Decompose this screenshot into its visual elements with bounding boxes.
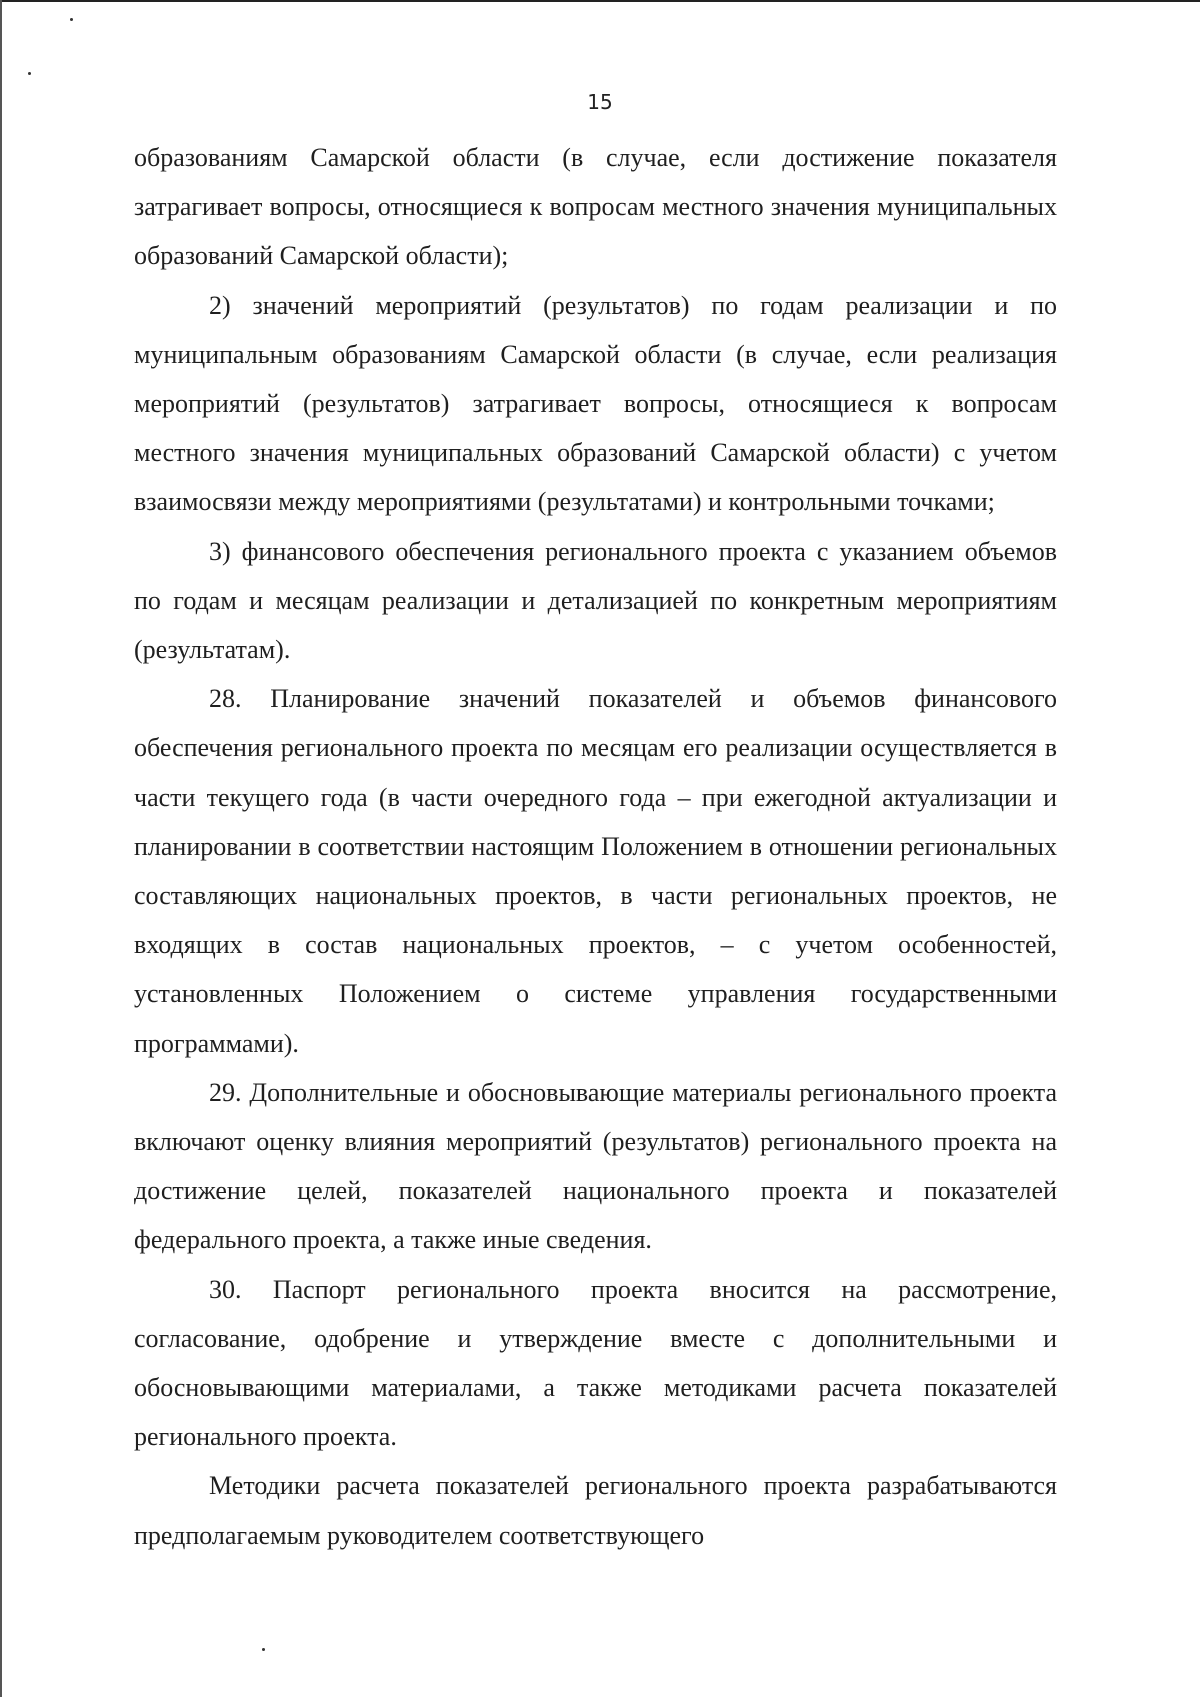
paragraph-item-3: 3) финансового обеспечения регионального проекта с указанием объемов по годам и месяцам реализации и детализацией по конкретным мероприятиям (результатам).	[134, 536, 1057, 665]
scan-edge-top	[0, 0, 1200, 2]
paragraph-clause-29: 29. Дополнительные и обосновывающие материалы регионального проекта включают оценку влияния мероприятий (результатов) регионального проекта на достижение целей, показателей национального проекта и показателей федерального проекта, а также иные сведения.	[134, 1077, 1057, 1255]
paragraph-clause-30: 30. Паспорт регионального проекта вносится на рассмотрение, согласование, одобрение и утверждение вместе с дополнительными и обосновывающими материалами, а также методиками расчета показателей регионального проекта.	[134, 1274, 1057, 1452]
scan-speck	[262, 1648, 265, 1651]
paragraph-continuation: образованиям Самарской области (в случае, если достижение показателя затрагивает вопросы, относящиеся к вопросам местного значения муниципальных образований Самарской области);	[134, 143, 1057, 271]
scan-edge-left	[0, 0, 2, 1697]
page-number: 15	[587, 90, 613, 114]
paragraph-methods: Методики расчета показателей регионального проекта разрабатываются предполагаемым руководителем соответствующего	[134, 1471, 1057, 1550]
paragraph-item-2: 2) значений мероприятий (результатов) по годам реализации и по муниципальным образованиям Самарской области (в случае, если реализация мероприятий (результатов) затрагивает вопросы, относящиеся к вопросам местного значения муниципальных образований Самарской области) с учетом взаимосвязи между мероприятиями (результатами) и контрольными точками;	[134, 290, 1057, 517]
paragraph-clause-28: 28. Планирование значений показателей и объемов финансового обеспечения регионального проекта по месяцам его реализации осуществляется в части текущего года (в части очередного года – при ежегодной актуализации и планировании в соответствии настоящим Положением в отношении региональных составляющих национальных проектов, в части региональных проектов, не входящих в состав национальных проектов, – с учетом особенностей, установленных Положением о системе управления государственными программами).	[134, 684, 1057, 1058]
document-body	[134, 133, 1057, 1560]
scan-speck	[70, 18, 73, 21]
scan-speck	[28, 72, 31, 75]
